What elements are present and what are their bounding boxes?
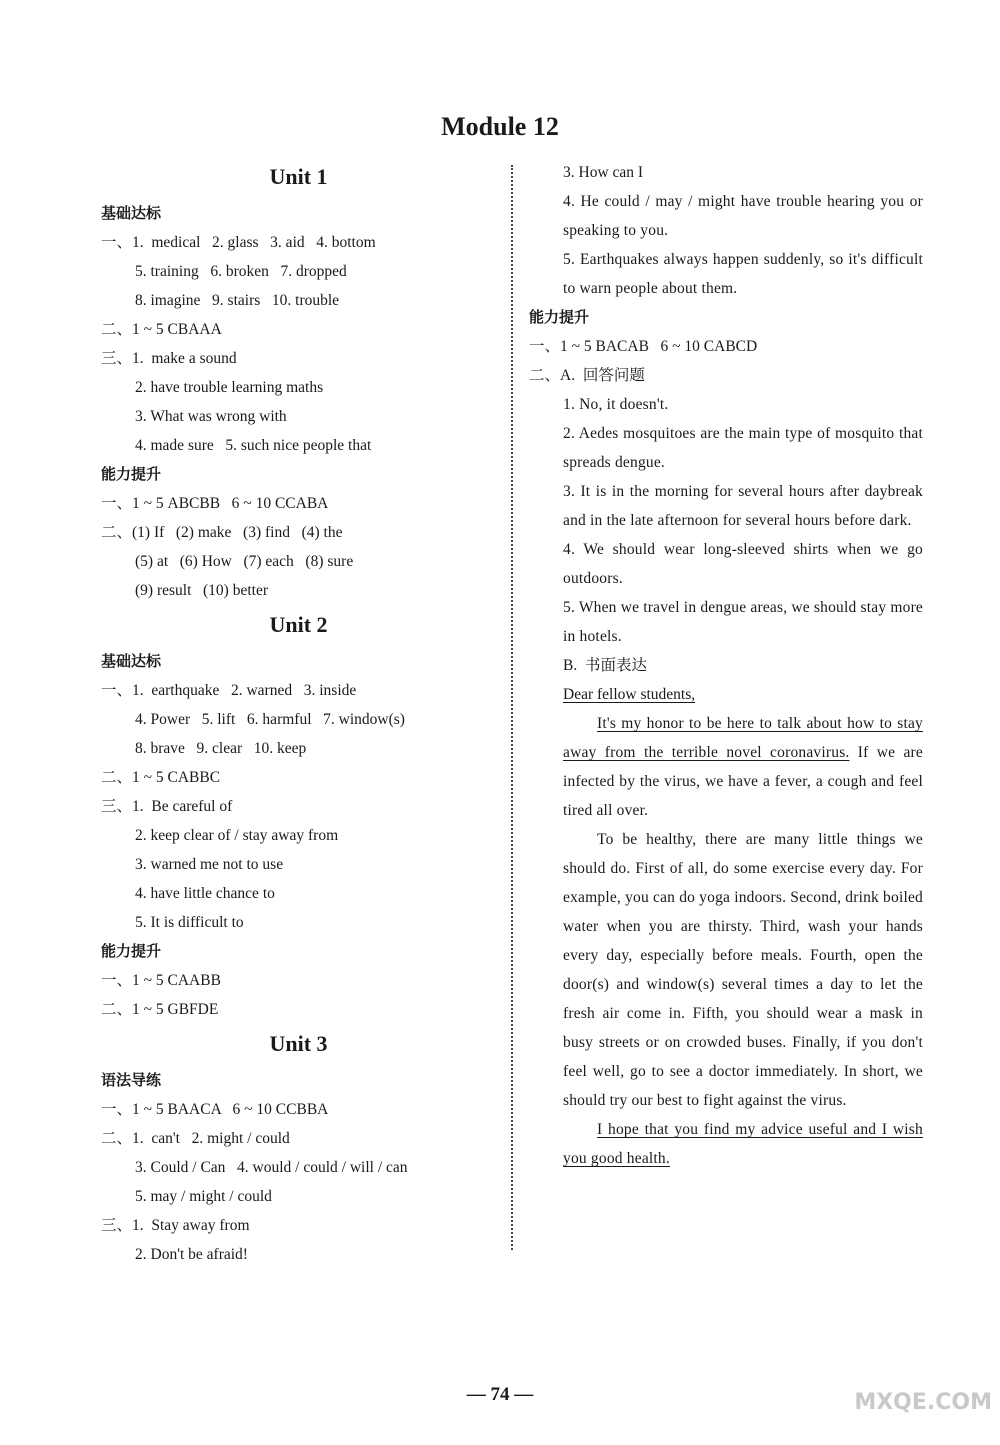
watermark-logo: MXQE.COM bbox=[854, 1390, 992, 1415]
answer-line: 4. made sure 5. such nice people that bbox=[135, 437, 372, 454]
answer-line: 一、1 ~ 5 ABCBB 6 ~ 10 CCABA bbox=[101, 495, 329, 512]
letter-paragraph-1 bbox=[563, 709, 923, 825]
answer-line: 二、1. can't 2. might / could bbox=[101, 1130, 290, 1147]
answer-line: 三、1. make a sound bbox=[101, 350, 237, 367]
underlined-sentence: It's my honor to be here to talk about how to stay away from the terrible novel coronavirus. bbox=[563, 715, 923, 761]
answer-line: 8. imagine 9. stairs 10. trouble bbox=[135, 292, 340, 309]
answer-paragraph: 5. Earthquakes always happen suddenly, so it's difficult to warn people about them. bbox=[563, 251, 923, 297]
right-column bbox=[529, 158, 924, 1173]
section-heading: 能力提升 bbox=[101, 465, 162, 483]
letter-paragraph-2: To be healthy, there are many little things we should do. First of all, do some exercise every day. For example, you can do yoga indoors. Second, drink boiled water when you are thirsty. Third, wash your hands every day, especially before meals. Fourth, open the door(s) and window(s) several times a day to let the fresh air come in. Fifth, you should wear a mask in busy streets or on crowded buses. Finally, if you don't feel well, go to see a doctor immediately. In short, we should try our best to fight against the virus. bbox=[563, 831, 923, 1109]
column-divider bbox=[511, 165, 513, 1250]
answer-paragraph: 1. No, it doesn't. bbox=[563, 396, 669, 413]
answer-line: 5. It is difficult to bbox=[135, 914, 244, 931]
page-number: — 74 — bbox=[466, 1384, 534, 1405]
answer-line: 一、1. medical 2. glass 3. aid 4. bottom bbox=[101, 234, 376, 251]
sentence: If we are infected by the virus, we have a fever, a cough and feel tired all over. bbox=[563, 744, 923, 819]
answer-paragraph: 4. He could / may / might have trouble hearing you or speaking to you. bbox=[563, 193, 923, 239]
answer-line: 4. have little chance to bbox=[135, 885, 275, 902]
unit-1-title: Unit 1 bbox=[269, 164, 328, 189]
answer-line: B. 书面表达 bbox=[563, 657, 647, 674]
answer-line: 5. may / might / could bbox=[135, 1188, 272, 1205]
answer-line: 2. Don't be afraid! bbox=[135, 1246, 248, 1263]
answer-line: 二、1 ~ 5 CBAAA bbox=[101, 321, 222, 338]
answer-line: 2. have trouble learning maths bbox=[135, 379, 324, 396]
section-heading: 基础达标 bbox=[101, 652, 162, 670]
answer-line: 4. Power 5. lift 6. harmful 7. window(s) bbox=[135, 711, 405, 728]
answer-line: 3. What was wrong with bbox=[135, 408, 287, 425]
answer-line: 3. How can I bbox=[563, 164, 644, 181]
section-heading: 能力提升 bbox=[101, 942, 162, 960]
underlined-sentence: I hope that you find my advice useful and I wish you good health. bbox=[563, 1121, 923, 1167]
answer-line: 一、1. earthquake 2. warned 3. inside bbox=[101, 682, 357, 699]
answer-line: 2. keep clear of / stay away from bbox=[135, 827, 339, 844]
answer-line: 8. brave 9. clear 10. keep bbox=[135, 740, 307, 757]
answer-paragraph: 2. Aedes mosquitoes are the main type of mosquito that spreads dengue. bbox=[563, 425, 923, 471]
answer-paragraph: 5. When we travel in dengue areas, we should stay more in hotels. bbox=[563, 599, 924, 645]
answer-line: 二、(1) If (2) make (3) find (4) the bbox=[101, 524, 343, 541]
answer-paragraph: 4. We should wear long-sleeved shirts when we go outdoors. bbox=[563, 541, 923, 587]
answer-line: 3. warned me not to use bbox=[135, 856, 284, 873]
unit-3-title: Unit 3 bbox=[269, 1031, 328, 1056]
answer-line: 3. Could / Can 4. would / could / will / can bbox=[135, 1159, 408, 1176]
answer-line: 一、1 ~ 5 CAABB bbox=[101, 972, 221, 989]
section-heading: 能力提升 bbox=[529, 308, 590, 326]
answer-line: 二、1 ~ 5 CABBC bbox=[101, 769, 221, 786]
unit-2-title: Unit 2 bbox=[269, 612, 328, 637]
letter-paragraph-3 bbox=[563, 1115, 923, 1173]
section-heading: 语法导练 bbox=[101, 1071, 162, 1089]
answer-line: 二、1 ~ 5 GBFDE bbox=[101, 1001, 219, 1018]
answer-line: 三、1. Be careful of bbox=[101, 798, 233, 815]
answer-line: 5. training 6. broken 7. dropped bbox=[135, 263, 347, 280]
section-heading: 基础达标 bbox=[101, 204, 162, 222]
answer-line: (9) result (10) better bbox=[135, 582, 268, 599]
answer-line: (5) at (6) How (7) each (8) sure bbox=[135, 553, 354, 570]
answer-line: 二、A. 回答问题 bbox=[529, 367, 645, 384]
page-title: Module 12 bbox=[441, 112, 559, 141]
left-column bbox=[101, 157, 496, 1269]
letter-greeting: Dear fellow students, bbox=[563, 686, 696, 703]
answer-paragraph: 3. It is in the morning for several hours after daybreak and in the late afternoon for several hours before dark. bbox=[563, 483, 923, 529]
answer-line: 一、1 ~ 5 BAACA 6 ~ 10 CCBBA bbox=[101, 1101, 329, 1118]
answer-line: 三、1. Stay away from bbox=[101, 1217, 250, 1234]
answer-line: 一、1 ~ 5 BACAB 6 ~ 10 CABCD bbox=[529, 338, 758, 355]
